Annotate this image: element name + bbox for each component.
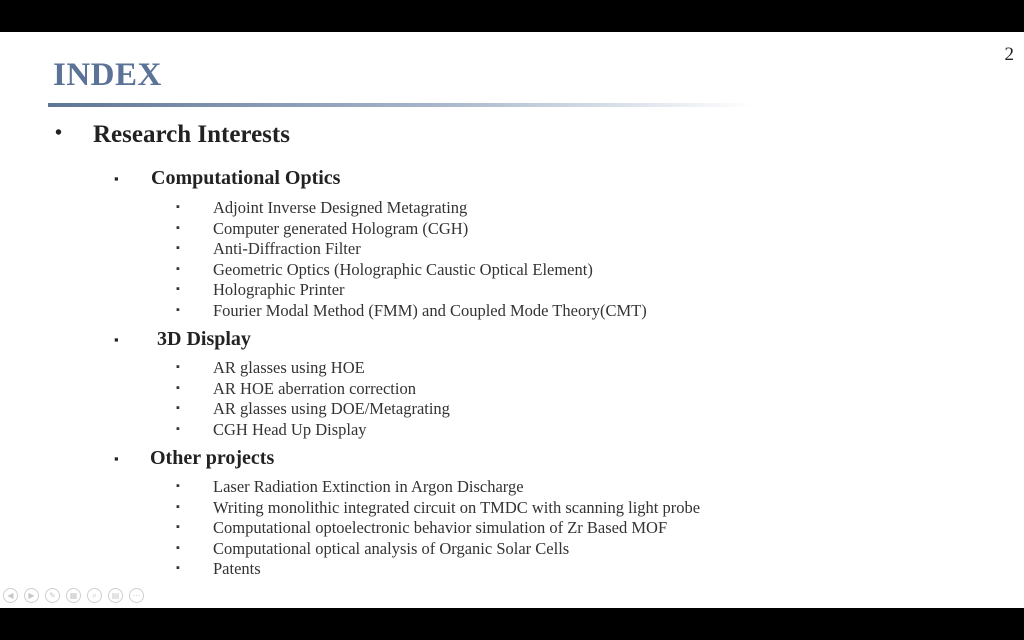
outline-item-text: Geometric Optics (Holographic Caustic Optical Element): [213, 259, 593, 279]
bullet-marker: ▪: [176, 221, 180, 234]
bullet-marker: ▪: [176, 381, 180, 394]
title-underline: [48, 103, 753, 107]
more-options-icon[interactable]: ⋯: [129, 588, 144, 603]
bullet-marker: ▪: [176, 361, 180, 373]
bullet-marker: ▪: [176, 283, 180, 295]
outline-item-text: Patents: [213, 559, 261, 578]
zoom-icon[interactable]: ⌕: [87, 588, 102, 603]
section-title-text: 3D Display: [157, 328, 251, 350]
bullet-marker: ▪: [176, 521, 180, 533]
bullet-marker: ▪: [176, 262, 180, 275]
bullet-marker: ▪: [176, 242, 180, 254]
outline-item-text: Writing monolithic integrated circuit on TMDC with scanning light probe: [213, 497, 701, 517]
bullet-marker: ▪: [114, 451, 119, 466]
outline-item-text: Adjoint Inverse Designed Metagrating: [213, 198, 468, 217]
slideshow-controls: [3, 588, 144, 603]
bullet-marker: ▪: [114, 332, 119, 347]
outline-item-text: Anti-Diffraction Filter: [213, 239, 361, 258]
bullet-marker: ▪: [176, 562, 180, 574]
outline-item-text: Holographic Printer: [213, 280, 345, 299]
outline-item-text: AR glasses using DOE/Metagrating: [213, 399, 450, 418]
slides-grid-icon[interactable]: ▦: [66, 588, 81, 603]
bullet-marker: •: [55, 122, 63, 144]
subtitles-icon[interactable]: ▤: [108, 588, 123, 603]
outline-item-text: AR glasses using HOE: [213, 358, 365, 377]
bullet-marker: ▪: [176, 201, 180, 213]
bullet-marker: ▪: [176, 480, 180, 492]
bullet-marker: ▪: [114, 171, 119, 186]
slide: [0, 32, 1024, 608]
outline-item-text: Computer generated Hologram (CGH): [213, 218, 469, 238]
next-slide-icon[interactable]: ▶: [24, 588, 39, 603]
section-title-text: Other projects: [150, 447, 275, 469]
section-title-text: Computational Optics: [151, 167, 341, 189]
bullet-marker: ▪: [176, 541, 180, 554]
bullet-marker: ▪: [176, 402, 180, 414]
bullet-marker: ▪: [176, 422, 180, 435]
outline-item-text: AR HOE aberration correction: [213, 378, 416, 398]
page-number: 2: [1004, 44, 1014, 65]
outline-item-text: CGH Head Up Display: [213, 419, 367, 439]
bullet-marker: ▪: [176, 500, 180, 513]
pen-icon[interactable]: ✎: [45, 588, 60, 603]
bullet-marker: ▪: [176, 303, 180, 316]
outline-item-text: Fourier Modal Method (FMM) and Coupled Mode Theory(CMT): [213, 300, 647, 320]
outline-item-text: Laser Radiation Extinction in Argon Discharge: [213, 477, 524, 496]
outline-item-text: Computational optoelectronic behavior simulation of Zr Based MOF: [213, 518, 668, 537]
slide-title: INDEX: [53, 57, 162, 93]
previous-slide-icon[interactable]: ◀: [3, 588, 18, 603]
outline-heading-text: Research Interests: [93, 121, 290, 148]
outline-item-text: Computational optical analysis of Organic Solar Cells: [213, 538, 570, 558]
